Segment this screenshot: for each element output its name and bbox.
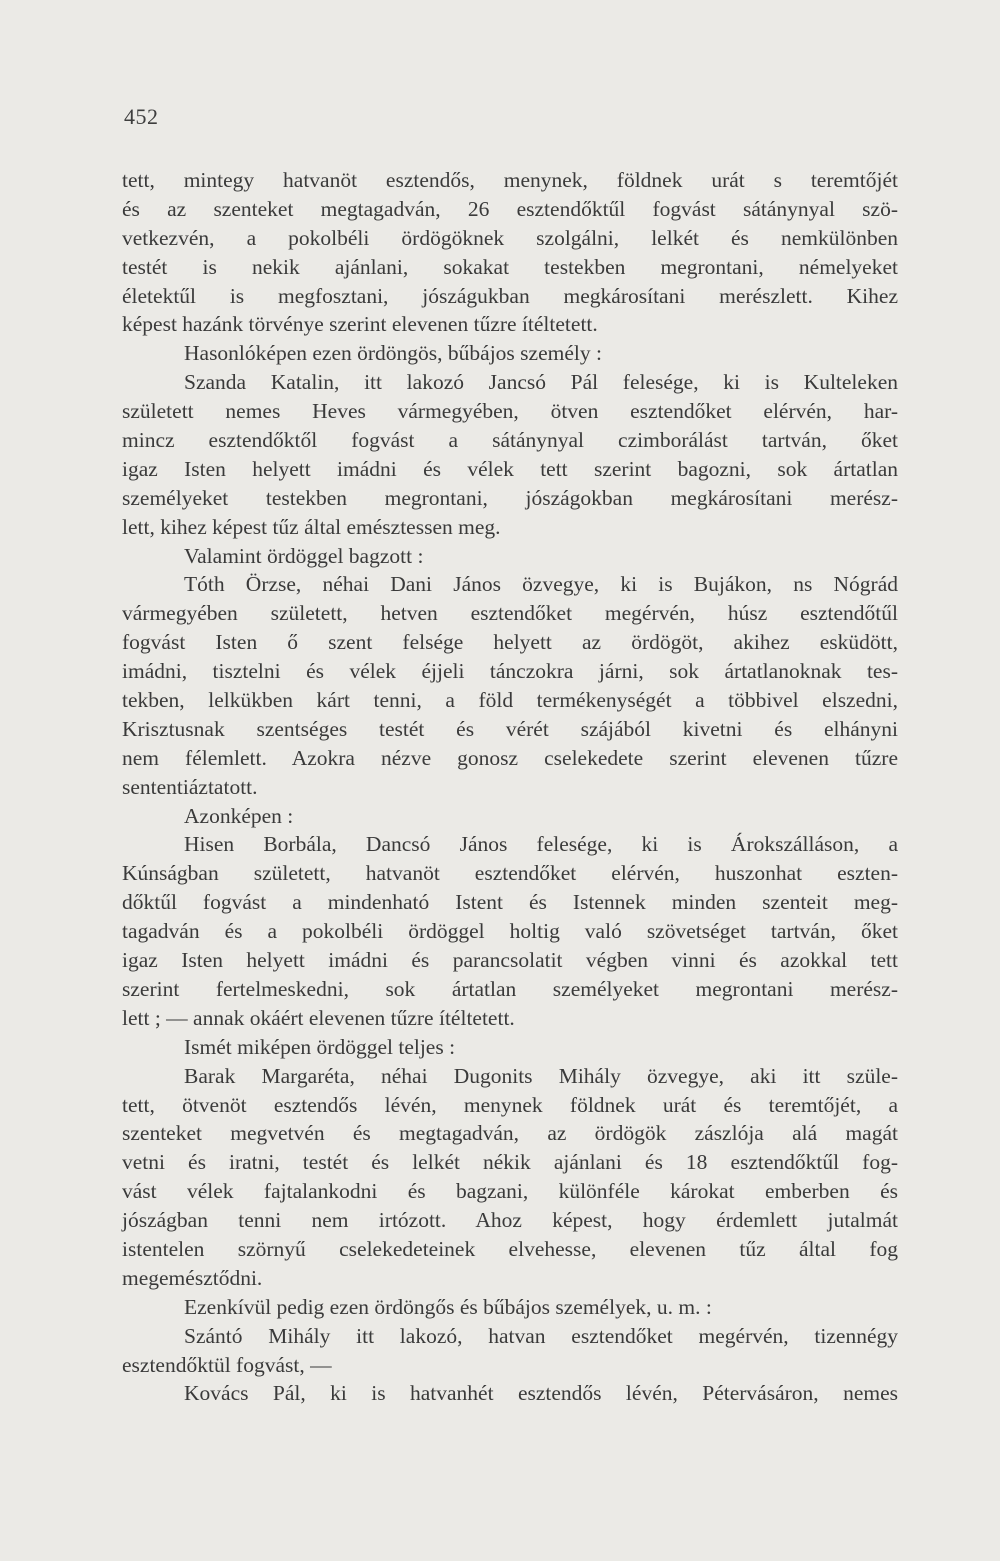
page-number: 452: [124, 104, 159, 129]
text-line: Kovács Pál, ki is hatvanhét esztendős lévén, Pétervásáron, nemes: [184, 1381, 898, 1406]
text-line: imádni, tisztelni és vélek éjjeli tánczokra járni, sok ártatlanoknak tes-: [122, 659, 898, 684]
text-line: igaz Isten helyett imádni és vélek tett szerint bagozni, sok ártatlan: [122, 456, 898, 481]
text-line: mincz esztendőktől fogvást a sátánynyal czimborálást tartván, őket: [122, 428, 898, 453]
text-line: vármegyében született, hetven esztendőket megérvén, húsz esztendőtűl: [122, 601, 898, 626]
text-line: személyeket testekben megrontani, jószágokban megkárosítani merész-: [122, 485, 898, 510]
text-line: Hasonlóképen ezen ördöngös, bűbájos személy :: [184, 341, 602, 366]
text-line: tagadván és a pokolbéli ördöggel holtig való szövetséget tartván, őket: [122, 919, 898, 944]
text-line: sententiáztatott.: [122, 774, 258, 799]
text-line: jószágban tenni nem irtózott. Ahoz képest, hogy érdemlett jutalmát: [122, 1208, 898, 1233]
text-line: testét is nekik ajánlani, sokakat testekben megrontani, némelyeket: [122, 254, 898, 279]
text-line: Tóth Örzse, néhai Dani János özvegye, ki is Bujákon, ns Nógrád: [184, 572, 898, 597]
text-line: dőktűl fogvást a mindenható Istent és Istennek minden szenteit meg-: [122, 890, 898, 915]
text-line: született nemes Heves vármegyében, ötven esztendőket elérvén, har-: [122, 399, 898, 424]
text-line: nem félemlett. Azokra nézve gonosz cselekedete szerint elevenen tűzre: [122, 745, 898, 770]
text-line: Ezenkívül pedig ezen ördöngős és bűbájos személyek, u. m. :: [184, 1294, 712, 1319]
text-line: szenteket megvetvén és megtagadván, az ördögök zászlója alá magát: [122, 1121, 898, 1146]
text-line: életektűl is megfosztani, jószágukban megkárosítani merészlett. Kihez: [122, 283, 898, 308]
text-line: Kúnságban született, hatvanöt esztendőket elérvén, huszonhat eszten-: [122, 861, 898, 886]
text-line: Valamint ördöggel bagzott :: [184, 543, 424, 568]
text-line: és az szenteket megtagadván, 26 esztendőktűl fogvást sátánynyal szö-: [122, 196, 898, 221]
text-line: Ismét miképen ördöggel teljes :: [184, 1034, 456, 1059]
text-line: tett, mintegy hatvanöt esztendős, menynek, földnek urát s teremtőjét: [122, 168, 898, 192]
text-line: vetkezvén, a pokolbéli ördögöknek szolgálni, lelkét és nemkülönben: [122, 225, 898, 250]
text-line: Szanda Katalin, itt lakozó Jancsó Pál felesége, ki is Kulteleken: [184, 370, 898, 395]
text-line: szerint fertelmeskedni, sok ártatlan személyeket megrontani merész-: [122, 976, 898, 1001]
text-line: vetni és iratni, testét és lelkét nékik ajánlani és 18 esztendőktűl fog-: [122, 1150, 898, 1175]
text-line: igaz Isten helyett imádni és parancsolatit végben vinni és azokkal tett: [122, 948, 898, 973]
text-line: lett, kihez képest tűz által emésztessen meg.: [122, 514, 501, 539]
text-line: Hisen Borbála, Dancsó János felesége, ki is Árokszálláson, a: [184, 832, 898, 857]
text-line: Krisztusnak szentséges testét és vérét szájából kivetni és elhányni: [122, 716, 898, 741]
text-line: megemésztődni.: [122, 1265, 263, 1290]
text-line: lett ; — annak okáért elevenen tűzre ítéltetett.: [122, 1005, 515, 1030]
text-line: tett, ötvenöt esztendős lévén, menynek földnek urát és teremtőjét, a: [122, 1092, 898, 1117]
text-line: tekben, lelkükben kárt tenni, a föld termékenységét a többivel elszedni,: [122, 688, 898, 713]
text-line: Barak Margaréta, néhai Dugonits Mihály özvegye, aki itt szüle-: [184, 1063, 898, 1088]
text-line: Azonképen :: [184, 803, 294, 828]
text-line: esztendőktül fogvást, —: [122, 1352, 332, 1377]
text-line: fogvást Isten ő szent felsége helyett az ördögöt, akihez esküdött,: [122, 630, 898, 655]
text-line: Szántó Mihály itt lakozó, hatvan esztendőket megérvén, tizennégy: [184, 1323, 898, 1348]
body-text: [122, 166, 898, 1408]
text-line: vást vélek fajtalankodni és bagzani, különféle károkat emberben és: [122, 1179, 898, 1204]
text-line: istentelen szörnyű cselekedeteinek elvehesse, elevenen tűz által fog: [122, 1236, 898, 1261]
text-line: képest hazánk törvénye szerint elevenen tűzre ítéltetett.: [122, 312, 598, 337]
